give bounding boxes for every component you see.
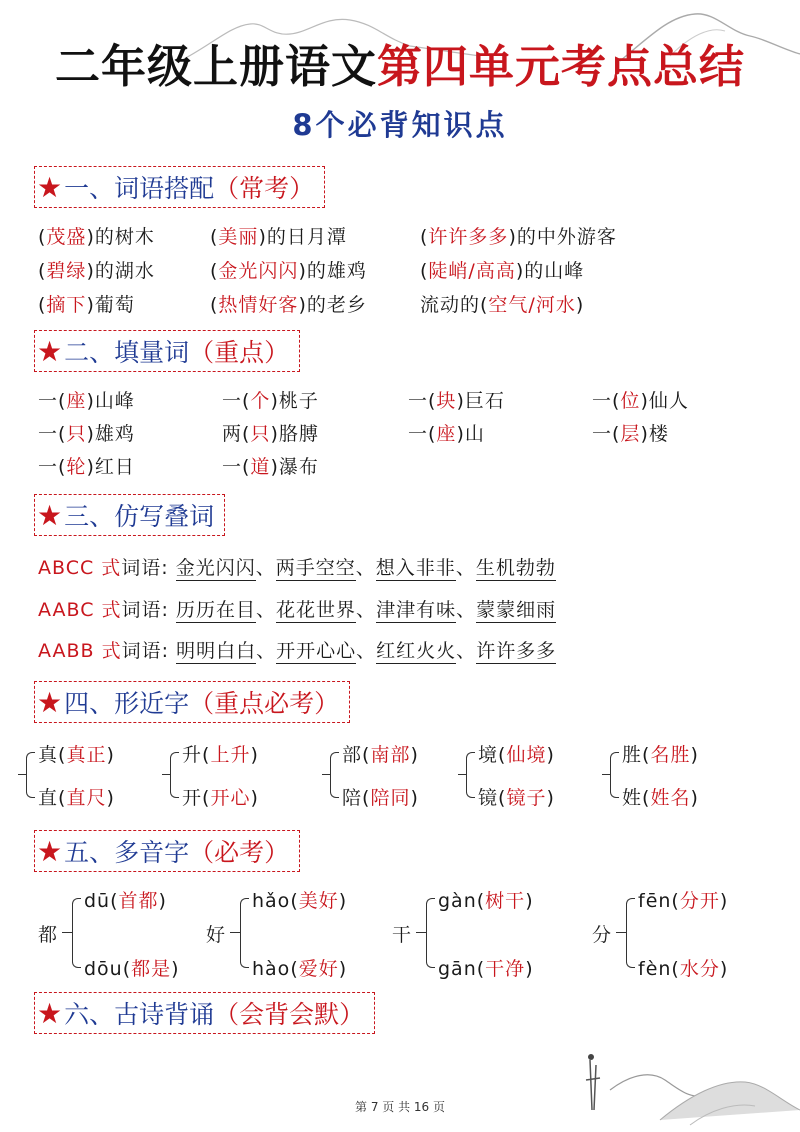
paren: ( — [642, 744, 651, 766]
phrase-suffix: )雄鸡 — [86, 423, 135, 445]
pinyin: fèn — [638, 958, 672, 980]
answer-word: 陡峭/高高 — [428, 260, 516, 282]
paren: ( — [671, 890, 680, 912]
section-title: 四、形近字 — [64, 689, 190, 718]
paren: ( — [58, 744, 67, 766]
pattern-label: ABCC — [38, 557, 95, 579]
phrase-prefix: 一( — [222, 456, 251, 478]
answer-word: 分开 — [679, 890, 720, 912]
answer-word: 南部 — [370, 744, 411, 766]
phrase-prefix: 一( — [38, 456, 67, 478]
example-word: 津津有味 — [376, 599, 457, 621]
pinyin: dōu — [84, 958, 123, 980]
phrase-prefix: 一( — [408, 390, 437, 412]
star-icon: ★ — [37, 498, 63, 532]
example-word: 想入非非 — [375, 557, 456, 579]
char: 直 — [38, 787, 59, 809]
measure-item — [38, 386, 135, 413]
answer-word: 美好 — [298, 890, 339, 912]
answer-word: 仙境 — [506, 744, 547, 766]
paren: ) — [338, 958, 348, 980]
bracket-shape — [330, 752, 339, 798]
char: 部 — [342, 744, 363, 766]
pinyin: gān — [438, 958, 477, 980]
paren: ) — [410, 787, 419, 809]
answer-word: 只 — [66, 423, 87, 445]
page-title — [0, 30, 800, 95]
pattern-suffix-text: 词语: — [121, 640, 170, 662]
bracket-shape — [426, 898, 435, 968]
paren: ( — [110, 890, 119, 912]
char: 陪 — [342, 787, 363, 809]
section-note: （重点必考） — [189, 689, 340, 718]
separator: 、 — [356, 640, 377, 662]
pattern-suffix-red: 式 — [94, 640, 122, 662]
example-word: 红红火火 — [376, 640, 457, 662]
section-header-reduplication — [34, 494, 225, 536]
phrase-suffix: )桃子 — [270, 390, 319, 412]
bracket-stem — [458, 774, 466, 775]
star-icon: ★ — [37, 334, 63, 368]
example-word: 两手空空 — [275, 557, 356, 579]
bracket-shape — [610, 752, 619, 798]
spacer — [169, 599, 176, 621]
separator: 、 — [256, 640, 277, 662]
answer-word: 摘下 — [46, 294, 87, 316]
pattern-suffix-text: 词语: — [121, 599, 169, 621]
measure-item — [38, 452, 135, 479]
collocation-item — [210, 256, 367, 283]
answer-word: 干净 — [485, 958, 526, 980]
bracket-stem — [230, 932, 240, 933]
answer-word: 上升 — [210, 744, 251, 766]
paren: ) — [690, 787, 699, 809]
star-icon: ★ — [37, 170, 63, 204]
measure-item — [38, 419, 135, 446]
pattern-suffix-red: 式 — [94, 599, 122, 621]
phrase-prefix: ( — [210, 226, 219, 248]
pinyin: hǎo — [252, 890, 291, 912]
answer-word: 座 — [436, 423, 457, 445]
answer-word: 开心 — [210, 787, 251, 809]
example-word: 生机勃勃 — [475, 557, 556, 579]
phrase-prefix: 一( — [38, 423, 67, 445]
bracket-shape — [170, 752, 179, 798]
phrase-prefix: 一( — [592, 390, 621, 412]
example-word: 历历在目 — [176, 599, 257, 621]
section-header-polyphones — [34, 830, 300, 872]
char: 升 — [182, 744, 203, 766]
separator: 、 — [456, 640, 477, 662]
collocation-item — [210, 290, 367, 317]
similar-char-top — [38, 740, 115, 767]
separator: 、 — [455, 557, 476, 579]
measure-item — [592, 386, 689, 413]
collocation-item — [38, 222, 155, 249]
section-title: 二、填量词 — [64, 338, 190, 367]
pattern-suffix-red: 式 — [94, 557, 122, 579]
measure-item — [222, 419, 319, 446]
polyphone-reading-bottom — [438, 954, 534, 981]
phrase-suffix: ) — [575, 294, 585, 316]
measure-item — [408, 419, 485, 446]
paren: ) — [546, 787, 555, 809]
polyphone-char: 都 — [38, 924, 59, 946]
phrase-suffix: )的树木 — [86, 226, 155, 248]
section-note: （必考） — [189, 838, 290, 867]
answer-word: 金光闪闪 — [218, 260, 299, 282]
answer-word: 块 — [436, 390, 457, 412]
pattern-label: AABC — [38, 599, 95, 621]
answer-word: 都是 — [131, 958, 172, 980]
answer-word: 座 — [66, 390, 87, 412]
char: 真 — [38, 744, 59, 766]
similar-char-top — [342, 740, 419, 767]
phrase-suffix: )巨石 — [456, 390, 505, 412]
collocation-item — [420, 256, 584, 283]
collocation-item — [420, 222, 617, 249]
char: 境 — [478, 744, 499, 766]
section-header-poem — [34, 992, 375, 1034]
paren: ( — [290, 958, 299, 980]
example-word: 许许多多 — [476, 640, 557, 662]
polyphone-reading-top — [438, 886, 534, 913]
answer-word: 热情好客 — [218, 294, 299, 316]
separator: 、 — [255, 557, 276, 579]
phrase-suffix: )的湖水 — [86, 260, 155, 282]
title-part-2: 第四单元考点总结 — [377, 40, 746, 93]
paren: ) — [410, 744, 419, 766]
paren: ) — [719, 890, 729, 912]
collocation-item — [38, 290, 135, 317]
bracket-shape — [466, 752, 475, 798]
pattern-suffix-text: 词语: — [121, 557, 169, 579]
reduplication-row — [38, 553, 556, 580]
paren: ( — [642, 787, 651, 809]
paren: ( — [362, 744, 371, 766]
collocation-item — [38, 256, 155, 283]
pattern-label: AABB — [38, 640, 95, 662]
bracket-stem — [322, 774, 330, 775]
answer-word: 只 — [250, 423, 271, 445]
star-icon: ★ — [37, 996, 63, 1030]
section-header-collocation — [34, 166, 325, 208]
pinyin: dū — [84, 890, 111, 912]
section-note: （重点） — [189, 338, 290, 367]
similar-char-bottom — [478, 783, 555, 810]
paren: ) — [546, 744, 555, 766]
phrase-suffix: )的中外游客 — [508, 226, 617, 248]
collocation-item — [210, 222, 347, 249]
bracket-stem — [18, 774, 26, 775]
answer-word: 个 — [250, 390, 271, 412]
phrase-prefix: ( — [210, 260, 219, 282]
answer-word: 碧绿 — [46, 260, 87, 282]
answer-word: 道 — [250, 456, 271, 478]
answer-word: 首都 — [118, 890, 159, 912]
paren: ) — [250, 787, 259, 809]
phrase-prefix: ( — [38, 226, 47, 248]
answer-word: 美丽 — [218, 226, 259, 248]
paren: ) — [690, 744, 699, 766]
paren: ( — [498, 744, 507, 766]
phrase-suffix: )山 — [456, 423, 485, 445]
polyphone-char: 好 — [206, 924, 227, 946]
section-note: （常考） — [214, 174, 315, 203]
phrase-prefix: 一( — [408, 423, 437, 445]
page-footer: 第 7 页 共 16 页 — [355, 1100, 445, 1114]
answer-word: 名胜 — [650, 744, 691, 766]
answer-word: 直尺 — [66, 787, 107, 809]
similar-char-bottom — [342, 783, 419, 810]
phrase-suffix: )仙人 — [640, 390, 689, 412]
phrase-suffix: )的雄鸡 — [298, 260, 367, 282]
phrase-suffix: )的山峰 — [515, 260, 585, 282]
polyphone-char: 分 — [592, 924, 613, 946]
bracket-shape — [26, 752, 35, 798]
paren: ) — [525, 890, 534, 912]
separator: 、 — [256, 599, 277, 621]
polyphone-reading-bottom — [638, 954, 728, 981]
polyphone-reading-top — [638, 886, 728, 913]
measure-item — [592, 419, 669, 446]
paren: ( — [476, 890, 486, 912]
pinyin: fēn — [638, 890, 672, 912]
section-header-measure-words — [34, 330, 300, 372]
page-subtitle: 8个必背知识点 — [292, 108, 508, 142]
separator: 、 — [355, 557, 376, 579]
phrase-suffix: )山峰 — [86, 390, 135, 412]
phrase-suffix: )的老乡 — [298, 294, 367, 316]
example-word: 金光闪闪 — [175, 557, 256, 579]
bracket-stem — [616, 932, 626, 933]
polyphone-char: 干 — [392, 924, 413, 946]
paren: ) — [719, 958, 729, 980]
measure-item — [408, 386, 505, 413]
star-icon: ★ — [37, 685, 63, 719]
polyphone-reading-top — [252, 886, 347, 913]
phrase-suffix: )的日月潭 — [258, 226, 347, 248]
similar-char-bottom — [622, 783, 699, 810]
paren: ) — [106, 744, 115, 766]
answer-word: 水分 — [679, 958, 720, 980]
bracket-shape — [240, 898, 249, 968]
bracket-stem — [602, 774, 610, 775]
answer-word: 姓名 — [650, 787, 691, 809]
similar-char-top — [622, 740, 699, 767]
char: 镜 — [478, 787, 499, 809]
answer-word: 茂盛 — [46, 226, 87, 248]
title-part-1: 二年级上册语文 — [54, 40, 377, 93]
phrase-suffix: )胳膊 — [270, 423, 319, 445]
pinyin: gàn — [438, 890, 477, 912]
paren: ( — [498, 787, 507, 809]
answer-word: 陪同 — [370, 787, 411, 809]
star-icon: ★ — [37, 834, 63, 868]
example-word: 开开心心 — [276, 640, 357, 662]
similar-char-top — [478, 740, 555, 767]
answer-word: 许许多多 — [428, 226, 509, 248]
answer-word: 空气/河水 — [488, 294, 576, 316]
section-title: 六、古诗背诵 — [64, 1000, 215, 1029]
paren: ( — [122, 958, 132, 980]
polyphone-reading-top — [84, 886, 167, 913]
measure-item — [222, 452, 319, 479]
bracket-shape — [72, 898, 81, 968]
paren: ) — [158, 890, 167, 912]
paren: ( — [671, 958, 680, 980]
bracket-shape — [626, 898, 635, 968]
phrase-prefix: ( — [210, 294, 219, 316]
section-note: （会背会默） — [214, 1000, 365, 1029]
example-word: 明明白白 — [176, 640, 257, 662]
bracket-stem — [62, 932, 72, 933]
answer-word: 轮 — [66, 456, 87, 478]
reduplication-row — [38, 636, 556, 663]
paren: ) — [338, 890, 348, 912]
paren: ) — [525, 958, 534, 980]
paren: ( — [58, 787, 67, 809]
paren: ( — [476, 958, 486, 980]
phrase-prefix: 流动的( — [420, 294, 489, 316]
answer-word: 真正 — [66, 744, 107, 766]
answer-word: 层 — [620, 423, 641, 445]
pinyin: hào — [252, 958, 291, 980]
phrase-prefix: ( — [420, 260, 429, 282]
example-word: 花花世界 — [276, 599, 357, 621]
polyphone-reading-bottom — [252, 954, 347, 981]
paren: ) — [171, 958, 180, 980]
char: 姓 — [622, 787, 643, 809]
answer-word: 镜子 — [506, 787, 547, 809]
bracket-stem — [162, 774, 170, 775]
section-title: 三、仿写叠词 — [64, 502, 215, 531]
phrase-suffix: )红日 — [86, 456, 135, 478]
section-title: 五、多音字 — [64, 838, 190, 867]
polyphone-reading-bottom — [84, 954, 180, 981]
answer-word: 爱好 — [298, 958, 339, 980]
char: 胜 — [622, 744, 643, 766]
paren: ) — [106, 787, 115, 809]
char: 开 — [182, 787, 203, 809]
separator: 、 — [456, 599, 477, 621]
similar-char-bottom — [182, 783, 259, 810]
example-word: 蒙蒙细雨 — [476, 599, 557, 621]
similar-char-bottom — [38, 783, 115, 810]
bracket-stem — [416, 932, 426, 933]
paren: ) — [250, 744, 259, 766]
spacer — [169, 557, 176, 579]
crane-mountain-decoration — [570, 1040, 800, 1132]
phrase-prefix: 一( — [592, 423, 621, 445]
phrase-suffix: )瀑布 — [270, 456, 319, 478]
reduplication-row — [38, 595, 556, 622]
section-title: 一、词语搭配 — [64, 174, 215, 203]
phrase-prefix: 一( — [222, 390, 251, 412]
phrase-suffix: )葡萄 — [86, 294, 135, 316]
collocation-item — [420, 290, 584, 317]
phrase-prefix: 两( — [222, 423, 251, 445]
paren: ( — [202, 744, 211, 766]
phrase-prefix: 一( — [38, 390, 67, 412]
answer-word: 位 — [620, 390, 641, 412]
paren: ( — [202, 787, 211, 809]
answer-word: 树干 — [485, 890, 526, 912]
paren: ( — [362, 787, 371, 809]
measure-item — [222, 386, 319, 413]
phrase-prefix: ( — [38, 260, 47, 282]
section-header-similar-chars — [34, 681, 350, 723]
phrase-prefix: ( — [38, 294, 47, 316]
paren: ( — [290, 890, 299, 912]
phrase-prefix: ( — [420, 226, 429, 248]
separator: 、 — [356, 599, 377, 621]
phrase-suffix: )楼 — [640, 423, 669, 445]
similar-char-top — [182, 740, 259, 767]
